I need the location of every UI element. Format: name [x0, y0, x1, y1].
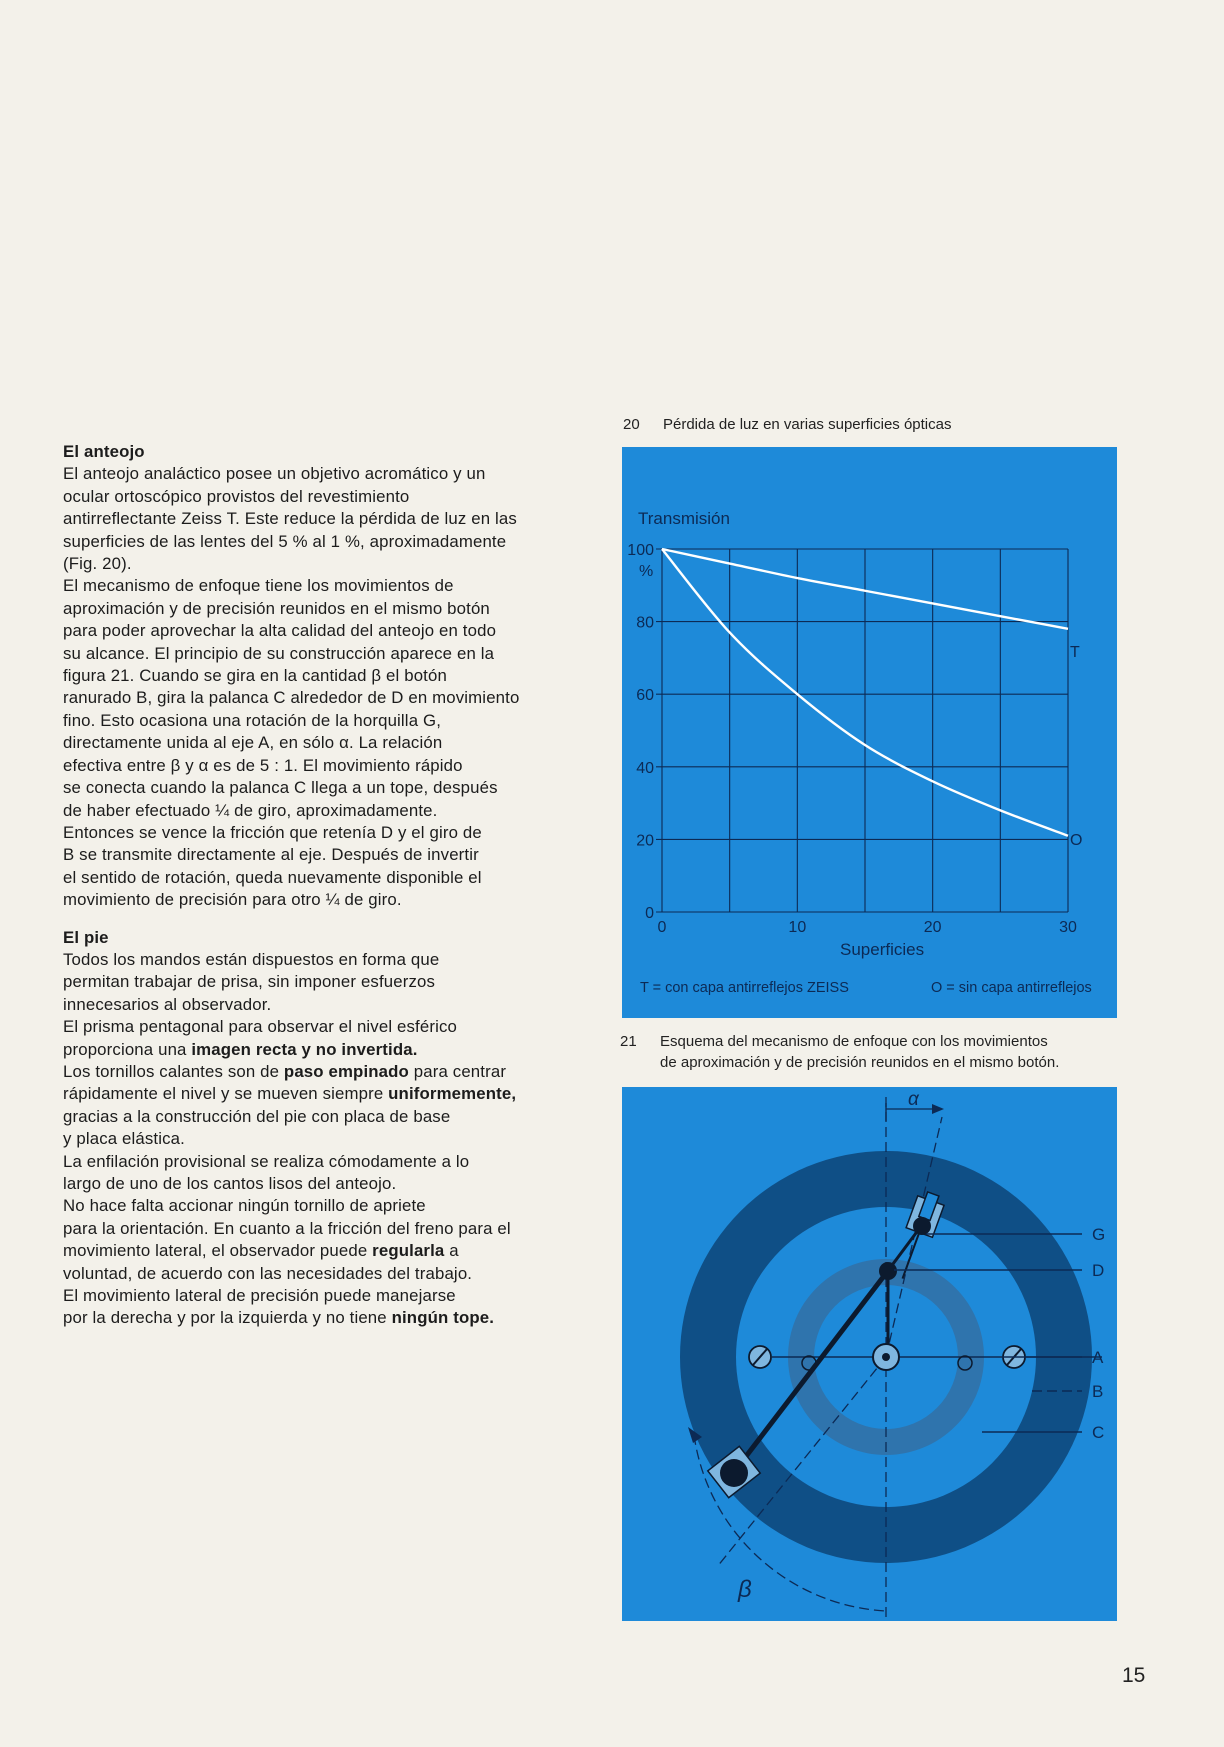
text-line: La enfilación provisional se realiza cómodamente a lo	[63, 1151, 470, 1171]
text-line: y placa elástica.	[63, 1129, 185, 1149]
text-line: para la orientación. En cuanto a la fricción del freno para el	[63, 1218, 511, 1238]
text-line: gracias a la construcción del pie con placa de base	[63, 1106, 451, 1126]
text-line: El anteojo analáctico posee un objetivo acromático y un	[63, 464, 486, 484]
label-alpha: α	[908, 1089, 919, 1110]
text-line: movimiento de precisión para otro ¼ de giro.	[63, 890, 402, 910]
text-line: su alcance. El principio de su construcción aparece en la	[63, 643, 495, 663]
section-anteojo-body	[63, 463, 608, 911]
text-line: para poder aprovechar la alta calidad del anteojo en todo	[63, 621, 497, 641]
text-line: de haber efectuado ¼ de giro, aproximadamente.	[63, 800, 438, 820]
text-line: voluntad, de acuerdo con las necesidades del trabajo.	[63, 1263, 473, 1283]
text-line: No hace falta accionar ningún tornillo de apriete	[63, 1196, 426, 1216]
text-line: por la derecha y por la izquierda y no tiene ningún tope.	[63, 1308, 495, 1328]
label-beta: β	[738, 1576, 752, 1603]
section-title-anteojo: El anteojo	[63, 442, 145, 461]
label-G: G	[1092, 1225, 1106, 1244]
fork-pin	[913, 1217, 931, 1235]
text-line: B se transmite directamente al eje. Después de invertir	[63, 845, 479, 865]
y-tick-label: 0	[645, 905, 654, 922]
label-A: A	[1092, 1348, 1104, 1367]
x-tick-label: 0	[657, 919, 667, 936]
figure-21-caption	[620, 1031, 1059, 1073]
text-line: (Fig. 20).	[63, 554, 132, 574]
section-pie-body	[63, 949, 608, 1330]
y-tick-label: 100	[627, 542, 654, 559]
text-line: Entonces se vence la fricción que retenía D y el giro de	[63, 822, 482, 842]
figure-number: 20	[623, 416, 640, 433]
figure-20-caption	[623, 414, 952, 435]
text-line: Todos los mandos están dispuestos en forma que	[63, 949, 440, 969]
x-tick-label: 20	[923, 919, 942, 936]
text-line: directamente unida al eje A, en sólo α. La relación	[63, 733, 443, 753]
screw-icon	[749, 1346, 771, 1368]
section-title-pie: El pie	[63, 927, 109, 947]
legend-T: T = con capa antirreflejos ZEISS	[640, 980, 849, 996]
focus-mechanism-diagram	[622, 1087, 1117, 1621]
y-axis-unit: %	[639, 563, 654, 580]
text-line: El movimiento lateral de precisión puede manejarse	[63, 1286, 456, 1306]
label-C: C	[1092, 1423, 1105, 1442]
figure-number: 21	[620, 1033, 637, 1050]
page-number: 15	[1122, 1664, 1146, 1687]
caption-text: Pérdida de luz en varias superficies ópticas	[663, 416, 952, 433]
text-line: proporciona una imagen recta y no invertida.	[63, 1039, 418, 1059]
text-line: movimiento lateral, el observador puede regularla a	[63, 1241, 459, 1261]
y-tick-label: 80	[636, 614, 654, 632]
body-text-column	[63, 441, 608, 1330]
emphasis: regularla	[372, 1241, 445, 1261]
y-tick-label: 60	[636, 687, 654, 705]
emphasis: paso empinado	[283, 1061, 409, 1081]
emphasis: uniformemente,	[388, 1084, 517, 1104]
text-line: figura 21. Cuando se gira en la cantidad β el botón	[63, 666, 447, 686]
caption-line: Esquema del mecanismo de enfoque con los movimientos	[660, 1033, 1048, 1050]
emphasis: imagen recta y no invertida.	[191, 1039, 418, 1059]
series-label-T: T	[1070, 644, 1080, 661]
x-axis-label: Superficies	[840, 940, 925, 959]
emphasis: ningún tope.	[391, 1308, 495, 1328]
text-line: largo de uno de los cantos lisos del anteojo.	[63, 1174, 397, 1193]
text-line: ocular ortoscópico provistos del revestimiento	[63, 486, 410, 506]
figure-20-chart	[622, 447, 1117, 1018]
text-line: el sentido de rotación, queda nuevamente disponible el	[63, 867, 482, 887]
y-axis-label: Transmisión	[638, 509, 730, 528]
text-line: El mecanismo de enfoque tiene los movimientos de	[63, 576, 454, 596]
text-line: rápidamente el nivel y se mueven siempre uniformemente,	[63, 1084, 517, 1104]
text-line: permitan trabajar de prisa, sin imponer esfuerzos	[63, 972, 436, 992]
text-line: fino. Esto ocasiona una rotación de la horquilla G,	[63, 710, 442, 730]
x-tick-label: 30	[1059, 919, 1077, 936]
label-B: B	[1092, 1382, 1104, 1401]
figure-21-diagram	[622, 1087, 1117, 1621]
y-tick-label: 20	[636, 832, 654, 850]
slider-pin	[720, 1459, 748, 1487]
chart-grid	[656, 549, 1068, 912]
text-line: antirreflectante Zeiss T. Este reduce la pérdida de luz en las	[63, 509, 517, 529]
text-line: innecesarios al observador.	[63, 994, 272, 1014]
text-line: ranurado B, gira la palanca C alrededor de D en movimiento	[63, 688, 520, 708]
transmission-chart	[622, 447, 1117, 1018]
alpha-arrow-icon	[932, 1104, 944, 1114]
text-line: se conecta cuando la palanca C llega a un tope, después	[63, 778, 498, 798]
text-line: efectiva entre β y α es de 5 : 1. El movimiento rápido	[63, 755, 463, 775]
text-line: superficies de las lentes del 5 % al 1 %, aproximadamente	[63, 531, 507, 551]
text-line: El prisma pentagonal para observar el nivel esférico	[63, 1017, 457, 1037]
label-D: D	[1092, 1261, 1105, 1280]
text-line: aproximación y de precisión reunidos en el mismo botón	[63, 598, 490, 618]
x-tick-label: 10	[788, 919, 807, 936]
caption-line: de aproximación y de precisión reunidos en el mismo botón.	[660, 1054, 1060, 1071]
text-line: Los tornillos calantes son de paso empinado para centrar	[63, 1061, 507, 1081]
chart-ticks	[627, 542, 1077, 936]
series-label-O: O	[1070, 832, 1083, 849]
y-tick-label: 40	[636, 759, 654, 777]
legend-O: O = sin capa antirreflejos	[931, 980, 1092, 996]
